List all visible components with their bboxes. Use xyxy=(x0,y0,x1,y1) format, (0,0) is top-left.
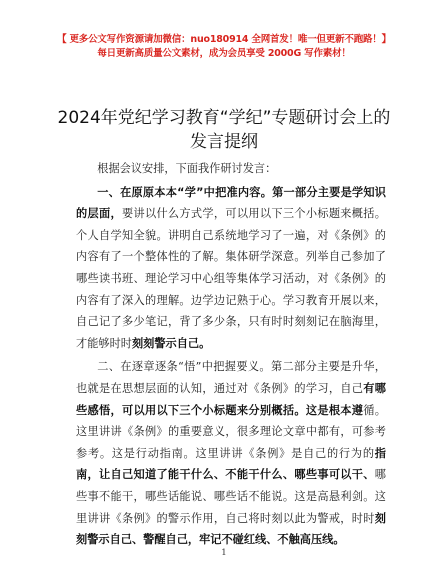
section-2-text-2: 循。这里讲讲《条例》的重要意义，很多理论文章中都有，可参考参考。这是行动指南。这里讲讲《条例》是自己的行为的 xyxy=(76,403,386,460)
intro-paragraph: 根据会议安排，下面我作研讨发言： xyxy=(97,162,277,175)
promo-line-2: 每日更新高质量公文素材，成为会员享受 2000G 写作素材！ xyxy=(97,48,351,59)
promo-line-1: 【 更多公文写作资源请加微信：nuo180914 全网首发！唯一但更新不跑路！】 xyxy=(57,34,391,45)
promo-banner xyxy=(0,34,448,60)
section-1-heading: 一、在原原本本“学”中把准内容。 xyxy=(97,185,273,199)
section-2-text-1: 二、在逐章逐条“悟”中把握要义。第二部分主要是升华，也就是在思想层面的认知，通过对《条例》的学习，自己 xyxy=(76,360,386,395)
document-body xyxy=(76,158,386,551)
section-1-lead: 第一部分主要是学知识的层面， xyxy=(76,184,386,221)
section-1-text: 要讲以什么方式学，可以用以下三个小标题来概括。个人自学知全貌。讲明自己系统地学习了一遍，对《条例》的内容有了一个整体性的了解。集体研学深意。列举自己参加了哪些读书班、理论学习中心组等集体学习活动，对《条例》的内容有了深入的理解。边学边记熟于心。学习教育开展以来，自己记了多少笔记，背了多少条，只有时时刻刻记在脑海里，才能够时时 xyxy=(76,207,386,350)
title-line-2: 发言提纲 xyxy=(190,132,258,152)
section-2-bold-1: 有哪些感悟，可以用以下三个小标题来分别概括。这是根本遵 xyxy=(76,380,386,417)
page-number: 1 xyxy=(221,548,227,558)
document-title xyxy=(40,106,408,154)
title-line-1: 2024年党纪学习教育“学纪”专题研讨会上的 xyxy=(57,108,391,128)
section-2-text-3: 哪些事不能干，哪些话能说、哪些话不能说。这是高悬利剑。这里讲讲《条例》的警示作用，自己将时刻以此为警戒，时时 xyxy=(76,468,386,525)
section-2-paragraph xyxy=(76,356,386,550)
section-2-bold-3: 刻刻警示自己、警醒自己，牢记不碰红线、不触高压线。 xyxy=(76,510,386,547)
section-1-tail: 刻刻警示自己。 xyxy=(131,335,211,350)
section-2-bold-2: 指南，让自己知道了能干什么、不能干什么、哪些事可以干、 xyxy=(76,445,386,482)
section-1-paragraph xyxy=(76,182,386,355)
